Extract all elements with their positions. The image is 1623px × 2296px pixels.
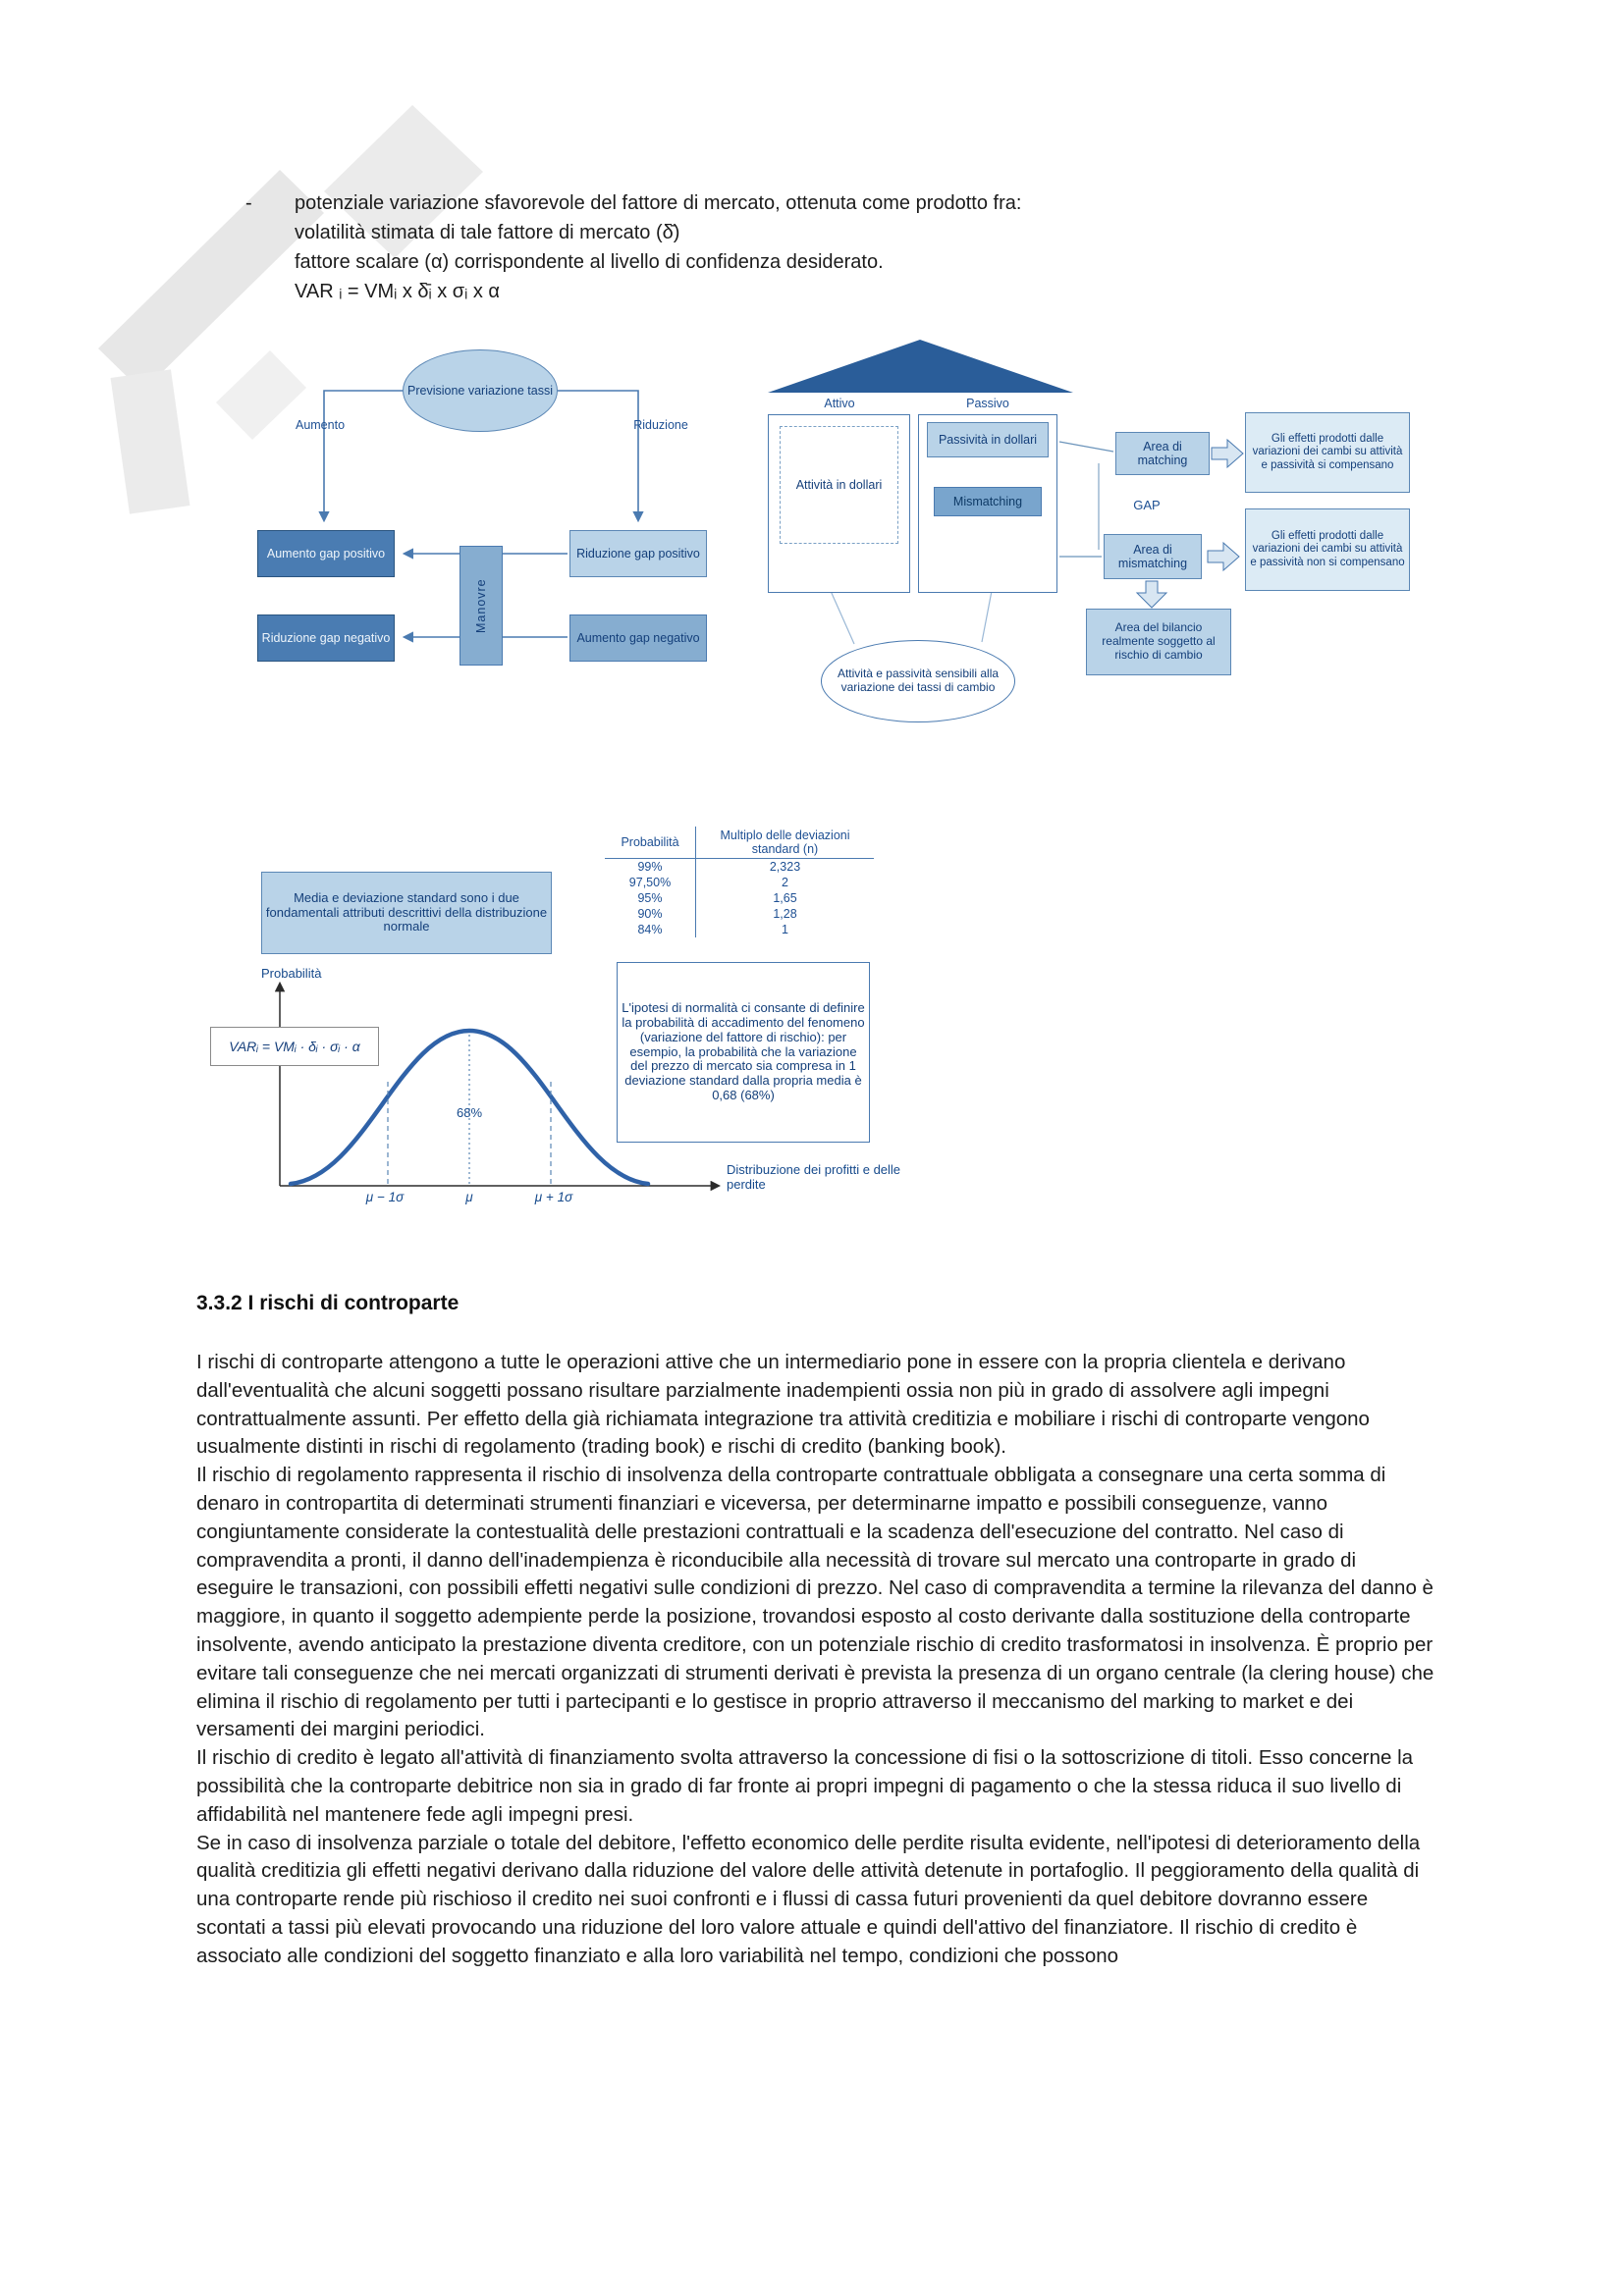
node-area-di-matching: Area di matching: [1115, 432, 1210, 475]
section-heading: 3.3.2 I rischi di controparte: [196, 1292, 460, 1314]
intro-line-1: [245, 188, 1375, 218]
note-media-deviazione: Media e deviazione standard sono i due fondamentali attributi descrittivi della distribuzione normale: [261, 872, 552, 954]
gap-flowchart-diagram: [0, 324, 1623, 756]
label-gap: GAP: [1133, 498, 1161, 512]
body-text: [196, 1349, 1436, 1971]
table-cell: 1,65: [695, 890, 874, 906]
paragraph-1: I rischi di controparte attengono a tutte le operazioni attive che un intermediario pone in essere con la propria clientela e derivano dall'eventualità che alcuni soggetti possano risultare parzialmente inadempienti ossia non più in grado di assolvere agli impegni contrattualmente assunti. Per effetto della già richiamata integrazione tra attività creditizia e mobiliare i rischi di controparte vengono usualmente distinti in rischi di regolamento (trading book) e rischi di credito (banking book).: [196, 1351, 1370, 1459]
label-passivo: Passivo: [966, 397, 1009, 410]
node-passivita-in-dollari: Passività in dollari: [927, 422, 1049, 457]
table-cell: 1,28: [695, 906, 874, 922]
var-formula-box: VARᵢ = VMᵢ · δᵢ · σᵢ · α: [210, 1027, 379, 1066]
paragraph-2: Il rischio di regolamento rappresenta il rischio di insolvenza della controparte contrattuale obbligata a consegnare una certa somma di denaro in contropartita di determinati strumenti finanziari e viceversa, per determinarne impatto e possibili conseguenze, vanno congiuntamente considerate la contestualità delle prestazioni contrattuali e la scadenza dell'esecuzione del contratto. Nel caso di compravendita a pronti, il danno dell'inadempienza è riconducibile alla necessità di trovare sul mercato una controparte in grado di eseguire le transazioni, con possibili effetti negativi sulle condizioni di prezzo. Nel caso di compravendita a termine la rilevanza del danno è maggiore, in quanto il soggetto adempiente perde la posizione, trovandosi esposto al costo derivante dalla sostituzione della controparte insolvente, avendo anticipato la prestazione diventa creditore, con un potenziale rischio di credito trasformatosi in insolvenza. È proprio per evitare tali conseguenze che nei mercati organizzati di strumenti derivati è prevista la presenza di un organo centrale (la clering house) che elimina il rischio di regolamento per tutti i partecipanti e lo gestisce in proprio attraverso il meccanismo del marking to market e dei versamenti dei margini periodici.: [196, 1464, 1434, 1741]
annotation-68pct: 68%: [456, 1105, 483, 1120]
x-tick-mu: μ: [465, 1190, 473, 1204]
node-attivita-passivita-sensibili: Attività e passività sensibili alla variazione dei tassi di cambio: [821, 640, 1015, 722]
normal-distribution-diagram: [0, 815, 1623, 1247]
paragraph-4: Se in caso di insolvenza parziale o totale del debitore, l'effetto economico delle perdite risulta evidente, nell'ipotesi di deterioramento della qualità creditizia gli effetti negativi derivano dalla riduzione del valore delle attività detenute in portafoglio. Il peggioramento della qualità di una controparte rende più rischioso il credito nei suoi confronti e i flussi di cassa futuri provenienti da quel debitore dovranno essere scontati a tassi più elevati provocando una riduzione del loro valore attuale e quindi dell'attivo del finanziatore. Il rischio di credito è associato alle condizioni del soggetto finanziato e alla loro variabilità nel tempo, condizioni che possono: [196, 1831, 1421, 1967]
table-cell: 84%: [637, 923, 663, 936]
var-formula: VAR ᵢ = VMᵢ x δ̄ᵢ x σᵢ x α: [295, 281, 500, 302]
x-axis-label-distribuzione: Distribuzione dei profitti e delle perdite: [727, 1162, 901, 1192]
bullet-dash: -: [245, 192, 252, 214]
node-mismatching: Mismatching: [934, 487, 1042, 516]
table-cell: 99%: [637, 860, 663, 874]
table-row: [605, 859, 874, 875]
y-axis-label-probabilita: Probabilità: [261, 966, 322, 981]
table-cell: 1: [695, 922, 874, 937]
node-aumento-gap-negativo: Aumento gap negativo: [569, 614, 707, 662]
table-row: [605, 875, 874, 890]
table-cell: 2,323: [695, 859, 874, 875]
paragraph-3: Il rischio di credito è legato all'attività di finanziamento svolta attraverso la concessione di fisi o la sottoscrizione di titoli. Esso concerne la possibilità che la controparte debitrice non sia in grado di far fronte ai propri impegni di pagamento o che la stessa riduca il suo livello di affidabilità nel mantenere fede agli impegni presi.: [196, 1746, 1414, 1826]
node-riduzione-gap-positivo: Riduzione gap positivo: [569, 530, 707, 577]
table-row: [605, 906, 874, 922]
intro-line-2: volatilità stimata di tale fattore di mercato (δ̄): [295, 222, 680, 243]
intro-line-3: fattore scalare (α) corrispondente al livello di confidenza desiderato.: [295, 251, 884, 273]
note-ipotesi-normalita: L'ipotesi di normalità ci consante di definire la probabilità di accadimento del fenomeno (variazione del fattore di rischio): per esempio, la probabilità che la variazione del prezzo di mercato sia compresa in 1 deviazione standard dalla propria media è 0,68 (68%): [617, 962, 870, 1143]
node-area-bilancio-rischio-cambio: Area del bilancio realmente soggetto al rischio di cambio: [1086, 609, 1231, 675]
node-effetti-non-compensano: Gli effetti prodotti dalle variazioni dei cambi su attività e passività non si compensano: [1245, 508, 1410, 591]
label-aumento: Aumento: [295, 418, 346, 432]
table-cell: 95%: [637, 891, 663, 905]
node-aumento-gap-positivo: Aumento gap positivo: [257, 530, 395, 577]
label-attivo: Attivo: [824, 397, 855, 410]
x-tick-mu-plus-sigma: μ + 1σ: [534, 1190, 573, 1204]
table-cell: 90%: [637, 907, 663, 921]
table-header-probability: Probabilità: [621, 835, 679, 849]
node-riduzione-gap-negativo: Riduzione gap negativo: [257, 614, 395, 662]
table-row: [605, 890, 874, 906]
node-effetti-si-compensano: Gli effetti prodotti dalle variazioni dei cambi su attività e passività si compensano: [1245, 412, 1410, 493]
node-previsione-variazione-tassi: Previsione variazione tassi: [403, 349, 558, 432]
node-manovre: Manovre: [460, 546, 503, 666]
node-attivita-in-dollari: Attività in dollari: [780, 426, 898, 544]
table-header-row: [605, 827, 874, 859]
table-row: [605, 922, 874, 937]
x-tick-mu-minus-sigma: μ − 1σ: [365, 1190, 405, 1204]
table-header-multiple: Multiplo delle deviazioni standard (n): [695, 827, 874, 858]
node-area-di-mismatching: Area di mismatching: [1104, 534, 1202, 579]
intro-line-1-text: potenziale variazione sfavorevole del fattore di mercato, ottenuta come prodotto fra:: [295, 192, 1022, 214]
probability-table: [605, 827, 874, 937]
label-riduzione: Riduzione: [633, 418, 688, 432]
table-cell: 97,50%: [628, 876, 672, 889]
intro-text: [245, 188, 1375, 306]
table-cell: 2: [695, 875, 874, 890]
